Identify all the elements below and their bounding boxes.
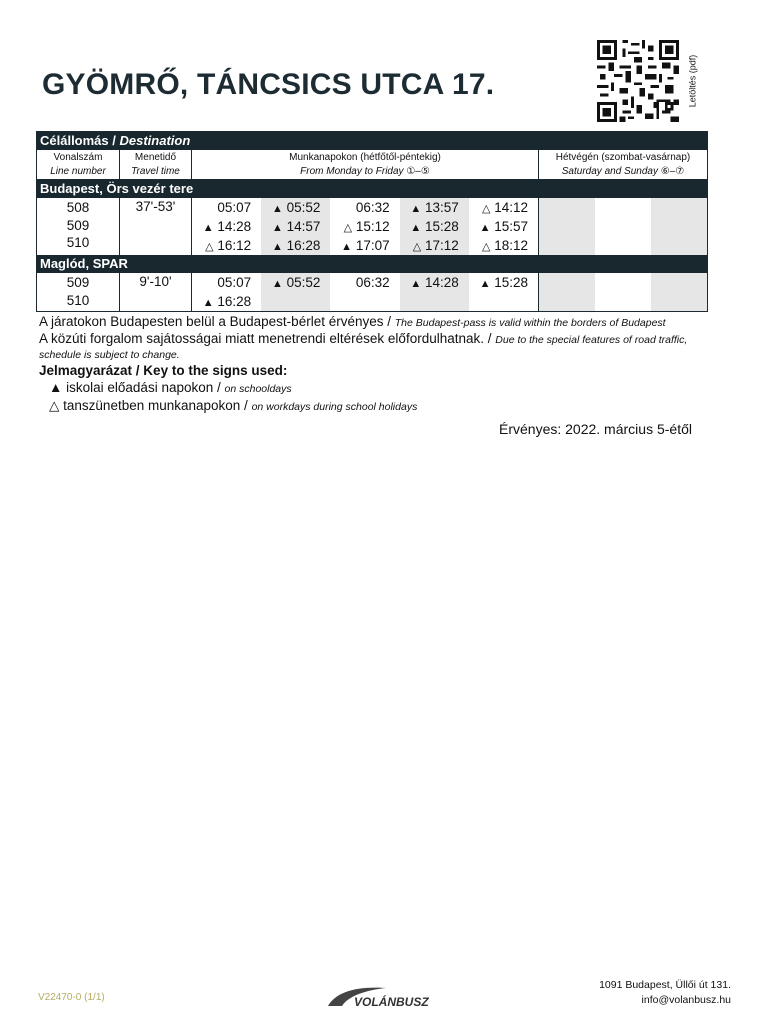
filled-triangle-icon: ▲ [271,241,283,253]
legend-item: △ tanszünetben munkanapokon / on workdays during school holidays [49,398,418,413]
volanbusz-logo [326,982,448,1010]
line-number-header: Vonalszám Line number [37,150,120,179]
departure-cell [330,198,399,217]
weekend-departures [539,273,707,311]
departure-cell [469,292,538,311]
section-destination: Budapest, Örs vezér tere [37,180,707,198]
notes [39,315,709,414]
departure-time: 05:07 [217,200,252,215]
travel-time-header: Menetidő Travel time [120,150,192,179]
filled-triangle-icon: ▲ [479,278,491,290]
departure-time: 15:12 [355,219,390,234]
departure-row [192,198,538,217]
column-headers [37,150,707,180]
departure-time: 14:57 [286,219,321,234]
filled-triangle-icon: ▲ [271,278,283,290]
section-destination: Maglód, SPAR [37,255,707,273]
filled-triangle-icon: ▲ [479,222,491,234]
departure-time: 14:12 [494,200,529,215]
traffic-note: A közúti forgalom sajátosságai miatt menetrendi eltérések előfordulhatnak. / Due to the special features of road traffic, schedule is subject to change. [39,331,688,361]
destination-header: Célállomás / Destination [37,132,707,150]
departure-cell [469,198,538,217]
timetable-sections [37,180,707,311]
line-number: 510 [66,292,90,308]
departure-time: 17:07 [355,238,390,253]
departure-time: 15:57 [494,219,529,234]
departure-cell [400,236,469,255]
workday-departures [192,198,539,255]
svg-text:VOLÁNBUSZ: VOLÁNBUSZ [354,995,429,1009]
departure-time: 05:07 [217,275,252,290]
departure-cell [192,217,261,236]
open-triangle-icon: △ [343,222,353,234]
filled-triangle-icon: ▲ [271,203,283,215]
workdays-header: Munkanapokon (hétfőtől-péntekig) From Monday to Friday ①–⑤ [192,150,539,179]
weekend-column [595,198,651,255]
filled-triangle-icon: ▲ [410,203,422,215]
section-schedule [37,198,707,255]
weekend-column [595,273,651,311]
departure-cell [400,273,469,292]
departure-cell [469,273,538,292]
departure-time: 16:28 [217,294,252,309]
weekend-header: Hétvégén (szombat-vasárnap) Saturday and Sunday ⑥–⑦ [555,151,691,177]
travel-time: 37'-53' [120,198,192,255]
line-number: 509 [66,217,90,233]
departure-cell [330,236,399,255]
departure-cell [261,292,330,311]
weekend-departures [539,198,707,255]
departure-time: 15:28 [425,219,459,234]
validity-date: Érvényes: 2022. március 5-étől [499,421,692,437]
departure-time: 05:52 [286,275,321,290]
line-number: 508 [66,200,90,215]
page-title: GYÖMRŐ, TÁNCSICS UTCA 17. [42,68,495,101]
departure-time: 18:12 [494,238,529,253]
departure-cell [261,236,330,255]
open-triangle-icon: △ [481,203,491,215]
departure-row [192,236,538,255]
departure-time: 14:28 [217,219,252,234]
departure-row [192,217,538,236]
departure-cell [330,273,399,292]
departure-cell [261,198,330,217]
weekend-column [539,198,595,255]
departure-cell [400,217,469,236]
departure-time: 16:12 [217,238,252,253]
timetable [36,131,708,312]
section-schedule [37,273,707,311]
filled-triangle-icon: ▲ [49,380,63,395]
departure-time: 06:32 [355,200,390,215]
departure-time: 16:28 [286,238,321,253]
line-numbers [37,273,120,311]
filled-triangle-icon: ▲ [202,297,214,309]
departure-cell [330,292,399,311]
open-triangle-icon: △ [49,398,60,413]
departure-time: 14:28 [425,275,459,290]
departure-cell [469,217,538,236]
departure-cell [330,217,399,236]
departure-cell [192,273,261,292]
address: 1091 Budapest, Üllői út 131. [599,979,731,991]
email-link[interactable]: info@volanbusz.hu [641,994,731,1006]
departure-cell [400,292,469,311]
departure-time: 06:32 [355,275,390,290]
weekend-column [651,273,707,311]
key-title: Jelmagyarázat / Key to the signs used: [39,363,288,378]
filled-triangle-icon: ▲ [410,278,422,290]
departure-cell [469,236,538,255]
departure-cell [261,273,330,292]
departure-cell [192,292,261,311]
departure-cell [261,217,330,236]
footer-contact [599,978,731,1008]
qr-code[interactable] [597,40,679,122]
departure-row [192,273,538,292]
departure-cell [192,236,261,255]
departure-time: 13:57 [425,200,459,215]
weekend-column [651,198,707,255]
workday-departures [192,273,539,311]
version-code: V22470-0 (1/1) [38,992,105,1003]
departure-time: 15:28 [494,275,529,290]
qr-download-label: Letöltés (pdf) [687,54,698,108]
legend-item: ▲ iskolai előadási napokon / on schooldays [49,380,292,395]
filled-triangle-icon: ▲ [202,222,214,234]
departure-row [192,292,538,311]
line-number: 510 [66,235,90,250]
open-triangle-icon: △ [205,241,214,253]
departure-cell [192,198,261,217]
filled-triangle-icon: ▲ [410,222,422,234]
pass-note: A járatokon Budapesten belül a Budapest-bérlet érvényes / The Budapest-pass is valid within the borders of Budapest [39,314,666,329]
line-numbers [37,198,120,255]
travel-time: 9'-10' [120,273,192,311]
filled-triangle-icon: ▲ [341,241,353,253]
open-triangle-icon: △ [481,241,491,253]
departure-time: 05:52 [286,200,321,215]
filled-triangle-icon: ▲ [271,222,283,234]
line-number: 509 [66,275,90,290]
departure-time: 17:12 [425,238,459,253]
weekend-column [539,273,595,311]
open-triangle-icon: △ [412,241,422,253]
departure-cell [400,198,469,217]
